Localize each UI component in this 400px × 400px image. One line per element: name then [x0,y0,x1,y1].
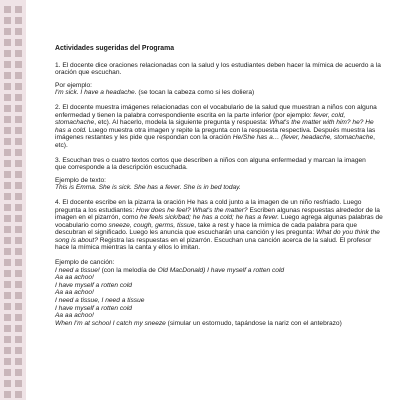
strip-square [4,380,11,387]
strip-square [4,94,11,101]
strip-square [15,270,22,277]
text-run: (simular un estornudo, tapándose la nariz con el antebrazo) [165,319,342,327]
strip-square [4,138,11,145]
example-label: Por ejemplo: [55,81,93,89]
strip-square [15,127,22,134]
strip-square [4,116,11,123]
strip-square [15,171,22,178]
strip-square [4,303,11,310]
strip-square [15,94,22,101]
text-line: que corresponde a la descripción escuchada. [55,164,188,172]
strip-square [15,50,22,57]
strip-square [15,105,22,112]
strip-square [15,61,22,68]
strip-square [4,83,11,90]
strip-square [4,127,11,134]
text-run: Registra las respuestas en el pizarrón. Escuchan una canción acerca de la salud. El profesor hace la mímica mientras la canta y ellos lo imitan. [55,236,372,252]
activity-1-text: 1. El docente dice oraciones relacionadas con la salud y los estudiantes deben hacer la mímica de acuerdo a la oración que escuchan. [55,61,381,77]
strip-square [15,237,22,244]
strip-square [4,248,11,255]
strip-square [15,39,22,46]
strip-square [15,83,22,90]
strip-square [4,358,11,365]
activity-4-text [55,199,383,252]
strip-square [4,72,11,79]
strip-square [4,226,11,233]
strip-square [4,270,11,277]
strip-square [15,116,22,123]
text-run-italic: When I'm at school I catch my sneeze [55,319,166,327]
text-run: Escriben algunas respuestas alrededor de la imagen en el pizarrón, como [55,206,380,222]
text-run: 4. El docente escribe en la pizarra la oración He has a cold junto a la imagen de un niño resfriado. Luego pregunta a los estudiantes: [55,198,362,214]
activity-1-example [55,82,383,97]
song-last-line [55,320,383,328]
strip-square [4,391,11,398]
text-run-italic: fever, cold, stomachache [55,111,346,127]
strip-square [15,380,22,387]
strip-square [15,226,22,233]
strip-square [15,281,22,288]
text-run: , etc). Al hacerlo, modela la siguiente pregunta y respuesta: [94,119,270,127]
strip-square [15,347,22,354]
text-run-italic: he feels sick/bad; he has a cold; he has a fever. [140,214,280,222]
strip-square [15,204,22,211]
song-line: Aa aa achoo! [55,312,94,320]
strip-square [4,325,11,332]
strip-square [15,72,22,79]
strip-square [15,6,22,13]
strip-square [15,325,22,332]
strip-square [4,182,11,189]
strip-square [4,259,11,266]
strip-square [15,193,22,200]
activity-2-text [55,104,383,150]
strip-square [4,50,11,57]
strip-square [4,17,11,24]
strip-square [4,28,11,35]
text-run: Luego agrega algunas palabras de vocabulario como [55,214,383,229]
strip-square [4,193,11,200]
song-line: I need a tissue, I need a tissue [55,297,145,305]
song-first-line [55,267,383,275]
strip-square [15,369,22,376]
song-label: Ejemplo de canción: [55,259,115,267]
activity-3-text [55,157,383,172]
strip-square [15,215,22,222]
text-run: (con la melodía de [99,266,158,274]
strip-square [15,138,22,145]
strip-square [4,314,11,321]
text-run-italic: I need a tissue! [55,266,100,274]
strip-square [15,358,22,365]
strip-square [15,314,22,321]
text-run: 2. El docente muestra imágenes relacionadas con el vocabulario de la salud que muestran a niños con alguna enfermedad y tienen la palabra correspondiente escrita en la parte inferior (por ejemplo: [55,103,377,119]
example-label: Ejemplo de texto: [55,176,106,184]
text-run-italic: Old MacDonald) I have myself a rotten cold [157,266,285,274]
song-example [55,259,383,327]
strip-square [4,61,11,68]
strip-square [4,149,11,156]
text-run-italic: How does he feel? What's the matter? [136,206,248,214]
song-line: Aa aa achoo! [55,274,94,282]
text-line: 3. Escuchan tres o cuatro textos cortos que describen a niños con alguna enfermedad y marcan la imagen [55,156,366,164]
text-run: Luego muestra otra imagen y repite la pregunta con la respuesta respectiva. Después muestra las imágenes restantes y les pide que respondan con la oración [55,126,376,142]
song-line: I have myself a rotten cold [55,281,132,289]
decorative-side-strip [0,0,26,400]
strip-square [15,336,22,343]
strip-square [15,248,22,255]
strip-square [4,39,11,46]
example-note: (se tocan la cabeza como si les doliera) [136,89,255,97]
text-run-italic: He/She has a… (fever, headache, stomachache [232,134,374,142]
strip-square [15,160,22,167]
strip-square [4,336,11,343]
strip-square [15,149,22,156]
strip-square [15,303,22,310]
strip-square [4,105,11,112]
strip-square [4,6,11,13]
strip-square [15,259,22,266]
example-text: This is Emma. She is sick. She has a fever. She is in bed today. [55,184,241,192]
document-title: Actividades sugeridas del Programa [55,45,175,52]
strip-square [15,182,22,189]
text-run-italic: sneeze, cough, germs, tissue [108,221,195,229]
strip-square [15,17,22,24]
strip-square [4,369,11,376]
strip-square [4,237,11,244]
text-run-italic: What do you think the song is about? [55,229,380,244]
text-run-italic: What's the matter with him? he? He has a cold. [55,119,374,134]
strip-square [4,160,11,167]
song-line: Aa aa achoo! [55,289,94,297]
text-run: , take a rest y hace la mímica de cada palabra para que descubran el significado. Luego les anuncia que escucharán una canción y les pregunta: [55,221,358,237]
text-run: , etc). [55,134,376,149]
strip-square [15,391,22,398]
strip-square [15,292,22,299]
strip-square [4,292,11,299]
strip-square [15,28,22,35]
strip-square [4,171,11,178]
strip-square [4,204,11,211]
strip-square [4,215,11,222]
example-sentence: I'm sick. I have a headache. [55,89,137,97]
song-line: I have myself a rotten cold [55,304,132,312]
document-body [55,45,383,327]
strip-square [4,281,11,288]
activity-3-example [55,177,383,192]
strip-square [4,347,11,354]
